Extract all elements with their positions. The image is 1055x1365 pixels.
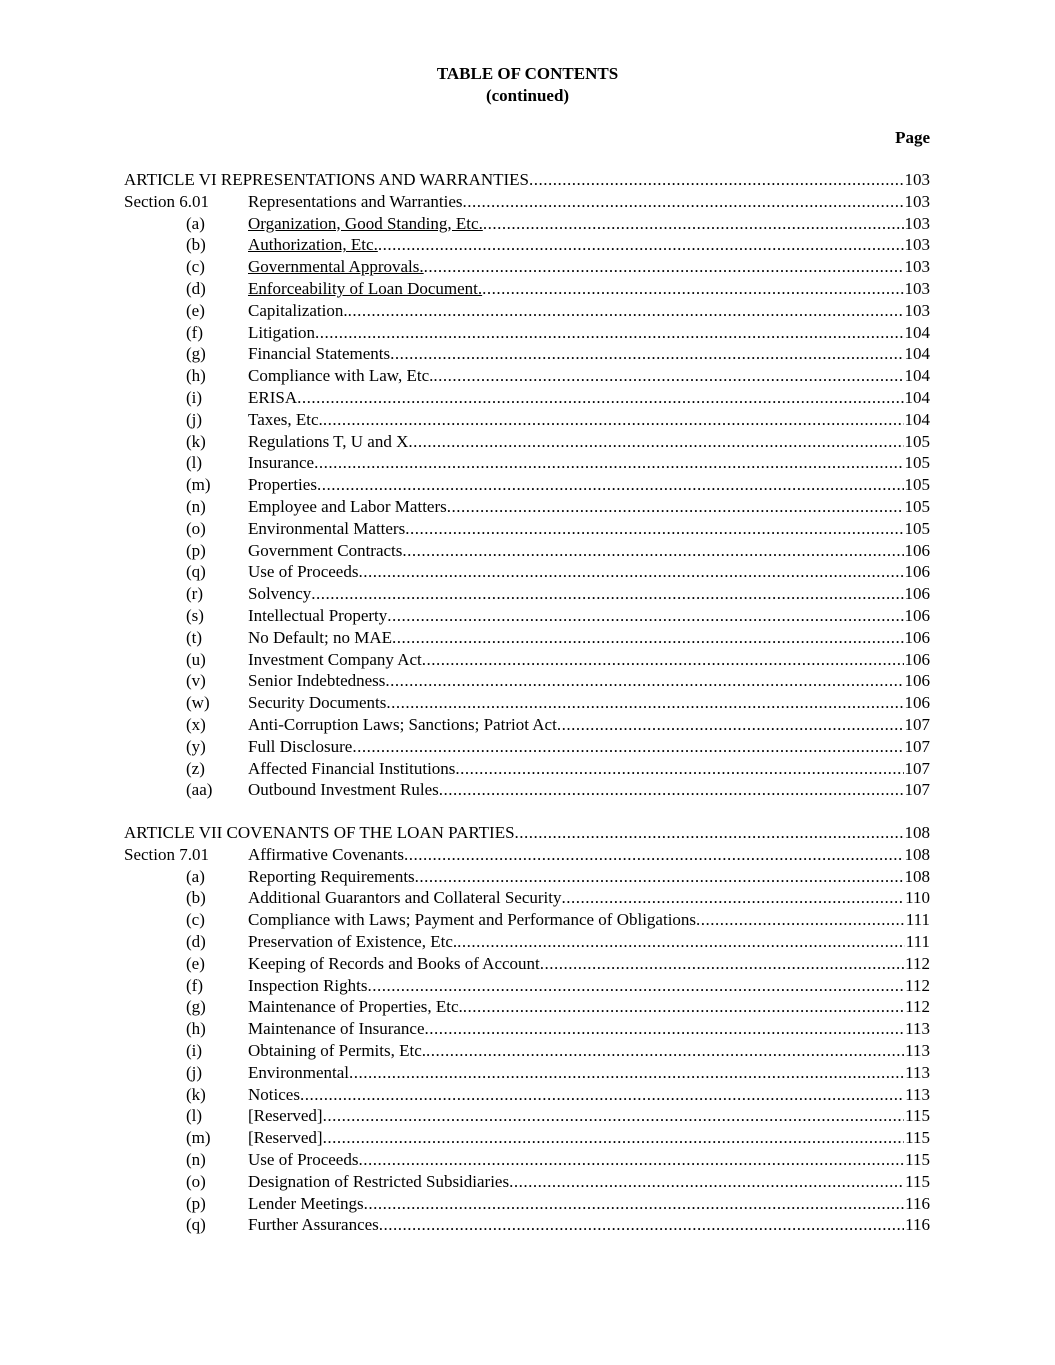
toc-entry[interactable] xyxy=(248,649,930,671)
toc-page-number: 107 xyxy=(904,736,930,756)
dot-leader xyxy=(311,583,903,605)
item-label: (e) xyxy=(186,300,205,320)
toc-entry-title[interactable]: Governmental Approvals. xyxy=(248,257,424,277)
toc-item xyxy=(124,779,930,801)
item-label: (e) xyxy=(186,953,205,973)
item-label: (f) xyxy=(186,322,203,342)
dot-leader xyxy=(297,387,903,409)
dot-leader xyxy=(515,822,904,844)
toc-item xyxy=(124,670,930,692)
toc-page-number: 112 xyxy=(905,997,930,1017)
toc-page-number: 111 xyxy=(905,910,930,930)
toc-page-number: 112 xyxy=(905,975,930,995)
item-label: (o) xyxy=(186,1171,206,1191)
toc-entry[interactable] xyxy=(248,343,930,365)
toc-page-number: 106 xyxy=(904,562,930,582)
toc-entry-title[interactable]: Additional Guarantors and Collateral Security xyxy=(248,888,562,908)
dot-leader xyxy=(364,1193,904,1215)
dot-leader xyxy=(386,692,903,714)
toc-entry-title[interactable]: Regulations T, U and X xyxy=(248,431,409,451)
item-label: (a) xyxy=(186,213,205,233)
toc-page-number: 106 xyxy=(904,606,930,625)
dot-leader xyxy=(482,278,903,300)
toc-item xyxy=(124,583,930,605)
toc-entry[interactable] xyxy=(248,931,930,953)
toc-entry[interactable] xyxy=(248,256,930,278)
toc-item xyxy=(124,256,930,278)
toc-item xyxy=(124,605,930,627)
toc-item xyxy=(124,953,930,975)
toc-page-number: 115 xyxy=(905,1128,930,1148)
toc-entry-title[interactable]: Intellectual Property xyxy=(248,606,388,625)
item-label: (a) xyxy=(186,866,205,886)
toc-entry-title[interactable]: Maintenance of Insurance xyxy=(248,1019,425,1039)
toc-page-number: 104 xyxy=(904,388,930,407)
article-heading xyxy=(124,169,930,191)
toc-entry[interactable] xyxy=(248,1084,930,1106)
item-label: (d) xyxy=(186,932,206,951)
toc-entry-title[interactable]: Organization, Good Standing, Etc. xyxy=(248,213,483,233)
toc-entry-title[interactable]: Solvency xyxy=(248,584,312,604)
toc-page-number: 107 xyxy=(904,758,930,778)
toc-entry[interactable] xyxy=(248,1062,930,1084)
toc-item xyxy=(124,518,930,540)
item-label: (v) xyxy=(186,671,206,691)
toc-entry[interactable] xyxy=(248,866,930,888)
toc-item xyxy=(124,692,930,714)
toc-item xyxy=(124,1018,930,1040)
dot-leader xyxy=(348,300,904,322)
item-label: (y) xyxy=(186,736,206,756)
toc-page-number: 103 xyxy=(904,170,930,189)
dot-leader xyxy=(404,844,904,866)
toc-entry[interactable] xyxy=(248,561,930,583)
toc-page-number: 104 xyxy=(904,409,930,429)
toc-page-number: 113 xyxy=(905,1019,930,1039)
toc-entry[interactable] xyxy=(248,1214,930,1236)
dot-leader xyxy=(455,758,903,780)
toc-entry-title[interactable]: Outbound Investment Rules xyxy=(248,780,439,800)
item-label: (b) xyxy=(186,235,206,255)
section-line xyxy=(124,844,930,866)
section-label: Section 7.01 xyxy=(124,844,209,864)
dot-leader xyxy=(696,909,905,931)
toc-entry[interactable] xyxy=(248,844,930,866)
toc-entry-title[interactable]: Full Disclosure xyxy=(248,736,353,756)
dot-leader xyxy=(422,649,904,671)
item-label: (m) xyxy=(186,475,211,495)
toc-entry-title[interactable]: No Default; no MAE xyxy=(248,627,393,647)
toc-entry[interactable] xyxy=(248,1193,930,1215)
section-line xyxy=(124,191,930,213)
toc-page-number: 112 xyxy=(905,953,930,973)
dot-leader xyxy=(402,540,903,562)
dot-leader xyxy=(415,866,904,888)
toc-entry-title[interactable]: Environmental xyxy=(248,1062,350,1082)
item-label: (f) xyxy=(186,975,203,995)
toc-entry[interactable] xyxy=(248,191,930,213)
toc-entry-title[interactable]: Affected Financial Institutions xyxy=(248,758,456,778)
toc-entry-title[interactable]: ARTICLE VII COVENANTS OF THE LOAN PARTIES xyxy=(124,823,515,842)
toc-item xyxy=(124,996,930,1018)
toc-entry[interactable] xyxy=(248,300,930,322)
item-label: (q) xyxy=(186,1215,206,1235)
toc-entry-title[interactable]: Obtaining of Permits, Etc. xyxy=(248,1041,427,1060)
item-label: (z) xyxy=(186,758,205,778)
toc-entry[interactable] xyxy=(248,278,930,300)
toc-entry-title[interactable]: Properties xyxy=(248,475,317,495)
dot-leader xyxy=(390,343,903,365)
toc-entry-title[interactable]: Investment Company Act xyxy=(248,649,422,669)
dot-leader xyxy=(385,670,903,692)
toc-page-number: 105 xyxy=(904,431,930,451)
toc-entry[interactable] xyxy=(248,670,930,692)
toc-entry-title[interactable]: Further Assurances xyxy=(248,1215,379,1235)
toc-item xyxy=(124,474,930,496)
toc-page-number: 107 xyxy=(904,715,930,734)
toc-entry-title[interactable]: Affirmative Covenants xyxy=(248,844,404,864)
toc-entry[interactable] xyxy=(124,822,930,844)
toc-entry-title[interactable]: ERISA xyxy=(248,388,298,407)
toc-entry-title[interactable]: Inspection Rights xyxy=(248,975,368,995)
toc-entry[interactable] xyxy=(248,953,930,975)
item-label: (c) xyxy=(186,910,205,930)
toc-item xyxy=(124,887,930,909)
toc-page-number: 104 xyxy=(904,322,930,342)
toc-item xyxy=(124,409,930,431)
toc-page-number: 103 xyxy=(904,213,930,233)
toc-page-number: 110 xyxy=(905,888,930,908)
dot-leader xyxy=(300,1084,904,1106)
toc-page-number: 105 xyxy=(904,475,930,495)
item-label: (l) xyxy=(186,1106,203,1126)
toc-title: TABLE OF CONTENTS xyxy=(436,64,619,83)
dot-leader xyxy=(387,605,903,627)
dot-leader xyxy=(557,714,904,736)
toc-entry[interactable] xyxy=(248,692,930,714)
toc-entry[interactable] xyxy=(248,887,930,909)
toc-item xyxy=(124,1062,930,1084)
item-label: (n) xyxy=(186,1150,206,1169)
dot-leader xyxy=(323,409,904,431)
toc-page-number: 113 xyxy=(905,1062,930,1082)
toc-item xyxy=(124,540,930,562)
toc-item xyxy=(124,431,930,453)
dot-leader xyxy=(540,953,904,975)
toc-page-number: 113 xyxy=(905,1084,930,1104)
dot-leader xyxy=(378,234,904,256)
toc-entry-title[interactable]: Representations and Warranties xyxy=(248,191,463,211)
toc-item xyxy=(124,278,930,300)
toc-page-number: 106 xyxy=(904,584,930,604)
toc-entry-title[interactable]: Compliance with Law, Etc. xyxy=(248,366,434,386)
item-label: (j) xyxy=(186,409,203,429)
toc-item xyxy=(124,1127,930,1149)
dot-leader xyxy=(317,474,904,496)
item-label: (aa) xyxy=(186,780,213,800)
toc-entry[interactable] xyxy=(248,1149,930,1171)
dot-leader xyxy=(447,496,904,518)
item-label: (t) xyxy=(186,627,203,647)
dot-leader xyxy=(408,431,903,453)
item-label: (d) xyxy=(186,279,206,298)
item-label: (p) xyxy=(186,1193,206,1213)
toc-item xyxy=(124,975,930,997)
item-label: (m) xyxy=(186,1128,211,1148)
toc-entry-title[interactable]: Use of Proceeds xyxy=(248,562,359,582)
toc-item xyxy=(124,1149,930,1171)
item-label: (r) xyxy=(186,584,203,604)
toc-entry[interactable] xyxy=(248,540,930,562)
toc-page-number: 106 xyxy=(904,627,930,647)
dot-leader xyxy=(323,1105,905,1127)
item-label: (i) xyxy=(186,388,203,407)
toc-entry-title[interactable]: Government Contracts xyxy=(248,540,403,560)
toc-item xyxy=(124,627,930,649)
dot-leader xyxy=(463,996,904,1018)
toc-entry[interactable] xyxy=(248,996,930,1018)
toc-entry[interactable] xyxy=(248,518,930,540)
toc-entry[interactable] xyxy=(248,736,930,758)
toc-page-number: 106 xyxy=(904,540,930,560)
item-label: (g) xyxy=(186,344,206,364)
toc-item xyxy=(124,714,930,736)
toc-item xyxy=(124,213,930,235)
toc-entry-title[interactable]: Preservation of Existence, Etc. xyxy=(248,932,458,951)
toc-entry[interactable] xyxy=(248,1171,930,1193)
item-label: (h) xyxy=(186,366,206,386)
toc-item xyxy=(124,452,930,474)
toc-item xyxy=(124,561,930,583)
dot-leader xyxy=(379,1214,904,1236)
toc-page-number: 115 xyxy=(905,1106,930,1126)
item-label: (w) xyxy=(186,693,210,713)
toc-entry[interactable] xyxy=(248,431,930,453)
toc-page-number: 106 xyxy=(904,649,930,669)
toc-page-number: 104 xyxy=(904,366,930,386)
toc-entry[interactable] xyxy=(124,169,930,191)
toc-entry-title[interactable]: Reporting Requirements xyxy=(248,866,415,886)
item-label: (k) xyxy=(186,1084,206,1104)
dot-leader xyxy=(529,169,903,191)
section-label: Section 6.01 xyxy=(124,191,209,211)
dot-leader xyxy=(457,931,905,953)
toc-page-number: 115 xyxy=(905,1171,930,1191)
toc-page-number: 103 xyxy=(904,300,930,320)
dot-leader xyxy=(509,1171,904,1193)
toc-item xyxy=(124,758,930,780)
toc-entry-title[interactable]: Designation of Restricted Subsidiaries xyxy=(248,1171,510,1191)
item-label: (i) xyxy=(186,1041,203,1060)
toc-item xyxy=(124,736,930,758)
toc-item xyxy=(124,1214,930,1236)
dot-leader xyxy=(463,191,904,213)
dot-leader xyxy=(426,1040,904,1062)
item-label: (k) xyxy=(186,431,206,451)
toc-entry[interactable] xyxy=(248,627,930,649)
item-label: (h) xyxy=(186,1019,206,1039)
item-label: (n) xyxy=(186,497,206,516)
toc-page-number: 111 xyxy=(905,932,930,951)
item-label: (b) xyxy=(186,888,206,908)
item-label: (l) xyxy=(186,453,203,473)
toc-entry-title[interactable]: Insurance xyxy=(248,453,315,473)
toc-entry-title[interactable]: Notices xyxy=(248,1084,300,1104)
item-label: (c) xyxy=(186,257,205,277)
toc-entry[interactable] xyxy=(248,365,930,387)
dot-leader xyxy=(405,518,903,540)
item-label: (x) xyxy=(186,715,206,734)
toc-item xyxy=(124,387,930,409)
toc-item xyxy=(124,1193,930,1215)
toc-page-number: 108 xyxy=(904,844,930,864)
toc-entry-title[interactable]: [Reserved] xyxy=(248,1106,323,1126)
dot-leader xyxy=(483,213,904,235)
toc-item xyxy=(124,1171,930,1193)
toc-page-number: 103 xyxy=(904,279,930,298)
toc-page-number: 106 xyxy=(904,693,930,713)
toc-item xyxy=(124,1084,930,1106)
toc-entry[interactable] xyxy=(248,714,930,736)
toc-entry[interactable] xyxy=(248,779,930,801)
item-label: (u) xyxy=(186,649,206,669)
item-label: (g) xyxy=(186,997,206,1017)
toc-page-number: 105 xyxy=(904,453,930,473)
toc-entry[interactable] xyxy=(248,409,930,431)
toc-entry-title[interactable]: ARTICLE VI REPRESENTATIONS AND WARRANTIES xyxy=(124,170,530,189)
toc-entry[interactable] xyxy=(248,234,930,256)
dot-leader xyxy=(392,627,903,649)
toc-entry[interactable] xyxy=(248,909,930,931)
toc-page-number: 106 xyxy=(904,671,930,691)
toc-entry-title[interactable]: Security Documents xyxy=(248,693,387,713)
toc-page-number: 103 xyxy=(904,257,930,277)
toc-entry-title[interactable]: Lender Meetings xyxy=(248,1193,364,1213)
toc-item xyxy=(124,931,930,953)
dot-leader xyxy=(439,779,904,801)
toc-entry[interactable] xyxy=(248,474,930,496)
toc-page-number: 108 xyxy=(904,866,930,886)
toc-entry[interactable] xyxy=(248,322,930,344)
toc-page-number: 116 xyxy=(905,1193,930,1213)
toc-item xyxy=(124,322,930,344)
toc-page-number: 108 xyxy=(904,823,930,842)
toc-entry[interactable] xyxy=(248,213,930,235)
dot-leader xyxy=(323,1127,905,1149)
toc-entry-title[interactable]: Employee and Labor Matters xyxy=(248,497,447,516)
toc-entry-title[interactable]: Environmental Matters xyxy=(248,518,406,538)
item-label: (o) xyxy=(186,518,206,538)
toc-item xyxy=(124,343,930,365)
toc-entry[interactable] xyxy=(248,758,930,780)
toc-item xyxy=(124,496,930,518)
toc-entry-title[interactable]: Keeping of Records and Books of Account xyxy=(248,953,540,973)
dot-leader xyxy=(358,561,903,583)
toc-entry-title[interactable]: Anti-Corruption Laws; Sanctions; Patriot Act xyxy=(248,715,557,734)
toc-entry[interactable] xyxy=(248,583,930,605)
toc-entry[interactable] xyxy=(248,1105,930,1127)
toc-entry[interactable] xyxy=(248,975,930,997)
toc-page-number: 115 xyxy=(905,1150,930,1169)
toc-item xyxy=(124,234,930,256)
toc-entry-title[interactable]: Enforceability of Loan Document. xyxy=(248,279,483,298)
item-label: (s) xyxy=(186,606,204,625)
toc-entry[interactable] xyxy=(248,1127,930,1149)
toc-entry-title[interactable]: Litigation xyxy=(248,322,316,342)
dot-leader xyxy=(358,1149,904,1171)
item-label: (p) xyxy=(186,540,206,560)
toc-entry[interactable] xyxy=(248,1018,930,1040)
toc-page-number: 105 xyxy=(904,518,930,538)
toc-entry-title[interactable]: Authorization, Etc. xyxy=(248,235,378,255)
toc-page-number: 104 xyxy=(904,344,930,364)
dot-leader xyxy=(561,887,904,909)
toc-entry-title[interactable]: Compliance with Laws; Payment and Performance of Obligations xyxy=(248,910,697,930)
item-label: (q) xyxy=(186,562,206,582)
page-column-label: Page xyxy=(895,128,930,147)
dot-leader xyxy=(433,365,903,387)
dot-leader xyxy=(314,452,903,474)
toc-page-number: 103 xyxy=(904,235,930,255)
dot-leader xyxy=(352,736,903,758)
toc-entry-title[interactable]: Taxes, Etc. xyxy=(248,409,323,429)
toc-entry-title[interactable]: Use of Proceeds xyxy=(248,1150,359,1169)
toc-entry[interactable] xyxy=(248,452,930,474)
toc-entry[interactable] xyxy=(248,496,930,518)
toc-item xyxy=(124,909,930,931)
toc-entry[interactable] xyxy=(248,387,930,409)
toc-page-number: 113 xyxy=(905,1041,930,1060)
toc-entry-title[interactable]: Senior Indebtedness xyxy=(248,671,386,691)
toc-subtitle: (continued) xyxy=(485,86,570,105)
toc-item xyxy=(124,649,930,671)
toc-entry-title[interactable]: Maintenance of Properties, Etc. xyxy=(248,997,463,1017)
toc-page-number: 103 xyxy=(904,191,930,211)
toc-entry-title[interactable]: Financial Statements xyxy=(248,344,391,364)
toc-entry[interactable] xyxy=(248,605,930,627)
toc-entry[interactable] xyxy=(248,1040,930,1062)
toc-item xyxy=(124,1105,930,1127)
dot-leader xyxy=(367,975,904,997)
dot-leader xyxy=(315,322,903,344)
toc-item xyxy=(124,866,930,888)
article-heading xyxy=(124,822,930,844)
toc-entry-title[interactable]: Capitalization. xyxy=(248,300,348,320)
toc-page-number: 116 xyxy=(905,1215,930,1235)
dot-leader xyxy=(425,1018,905,1040)
dot-leader xyxy=(349,1062,904,1084)
toc-page-number: 107 xyxy=(904,780,930,800)
toc-entry-title[interactable]: [Reserved] xyxy=(248,1128,323,1148)
toc-item xyxy=(124,1040,930,1062)
dot-leader xyxy=(424,256,904,278)
toc-page-number: 105 xyxy=(904,497,930,516)
item-label: (j) xyxy=(186,1062,203,1082)
toc-item xyxy=(124,300,930,322)
toc-item xyxy=(124,365,930,387)
